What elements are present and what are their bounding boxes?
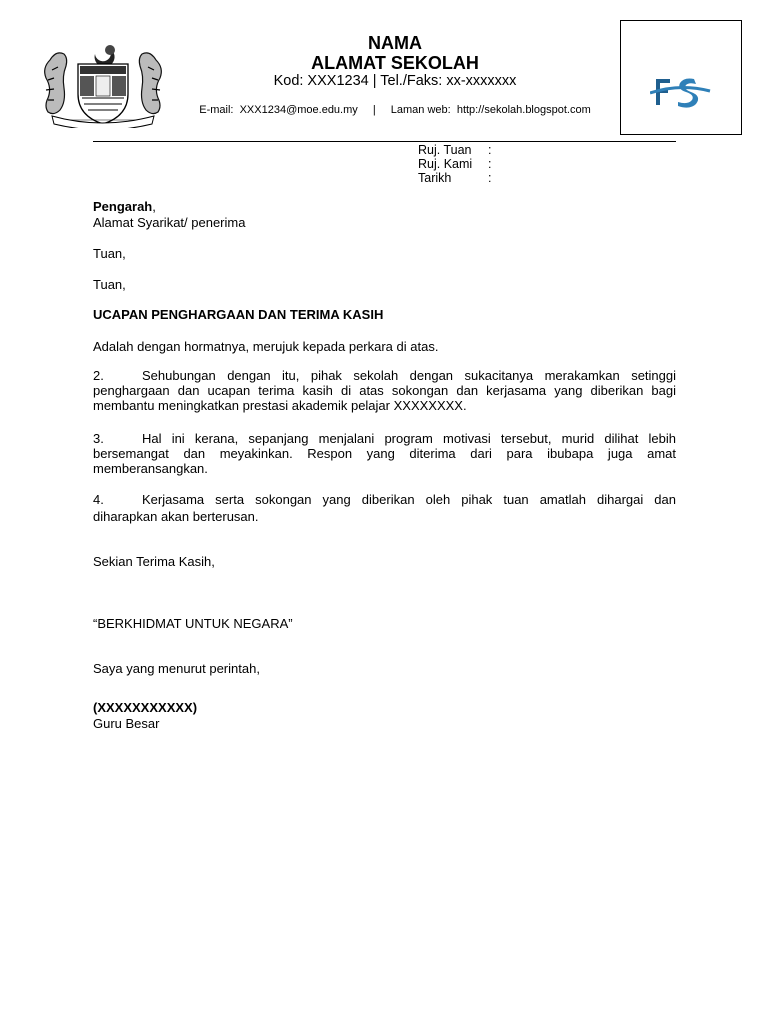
paragraph-2-line: membantu meningkatkan prestasi akademik pelajar XXXXXXXX. [93, 398, 467, 413]
signatory-name: (XXXXXXXXXXX) [93, 700, 198, 715]
paragraph-3-line: bersemangat dan meyakinkan. Respon yang diterima dari para ibubapa juga amat [93, 446, 676, 461]
ref-colon: : [488, 157, 492, 171]
signatory-title: Guru Besar [93, 716, 160, 731]
ref-date-label: Tarikh [418, 171, 452, 185]
fs-logo-icon [650, 71, 712, 111]
letter-subject: UCAPAN PENGHARGAAN DAN TERIMA KASIH [93, 307, 384, 322]
recipient-title: Pengarah, [93, 199, 156, 214]
school-address: ALAMAT SEKOLAH [311, 53, 479, 73]
ref-your-reference-label: Ruj. Tuan [418, 143, 472, 157]
paragraph-number: 2. [93, 368, 104, 383]
ref-your-reference [418, 143, 491, 157]
paragraph-2-line: penghargaan dan ucapan terima kasih di atas sokongan dan kerjasama yang diberikan bagi [93, 383, 676, 398]
email-address: XXX1234@moe.edu.my [239, 104, 358, 116]
salutation: Tuan, [93, 246, 126, 261]
malaysia-coat-of-arms-logo [40, 40, 166, 128]
ref-colon: : [488, 171, 492, 185]
school-name: NAMA [368, 33, 422, 53]
ref-date [418, 171, 491, 185]
email-label: E-mail: [199, 104, 234, 116]
salutation: Tuan, [93, 277, 126, 292]
website-url: http://sekolah.blogspot.com [456, 104, 591, 116]
school-code-phone: Kod: XXX1234 | Tel./Faks: xx-xxxxxxx [273, 73, 517, 89]
ref-our-reference [418, 157, 491, 171]
letterhead-divider [93, 141, 676, 142]
contact-line [150, 103, 640, 117]
paragraph-2-line: 2. Sehubungan dengan itu, pihak sekolah dengan sukacitanya merakamkan setinggi [93, 368, 676, 383]
recipient-address: Alamat Syarikat/ penerima [93, 215, 246, 230]
paragraph-3-line: memberansangkan. [93, 461, 208, 476]
motto: “BERKHIDMAT UNTUK NEGARA” [93, 616, 293, 631]
paragraph-4-line: 4. Kerjasama serta sokongan yang diberikan oleh pihak tuan amatlah dihargai dan [93, 492, 676, 507]
paragraph-3-line: 3. Hal ini kerana, sepanjang menjalani program motivasi tersebut, murid dilihat lebih [93, 431, 676, 446]
school-logo-box [620, 20, 742, 135]
ref-our-reference-label: Ruj. Kami [418, 157, 473, 171]
website-label: Laman web: [390, 104, 451, 116]
paragraph-number: 4. [93, 492, 104, 507]
paragraph-4-line: diharapkan akan berterusan. [93, 509, 259, 524]
by-order-line: Saya yang menurut perintah, [93, 661, 260, 676]
closing-thanks: Sekian Terima Kasih, [93, 554, 215, 569]
paragraph-number: 3. [93, 431, 104, 446]
contact-separator: | [372, 104, 376, 116]
opening-paragraph: Adalah dengan hormatnya, merujuk kepada perkara di atas. [93, 339, 439, 354]
ref-colon: : [488, 143, 492, 157]
